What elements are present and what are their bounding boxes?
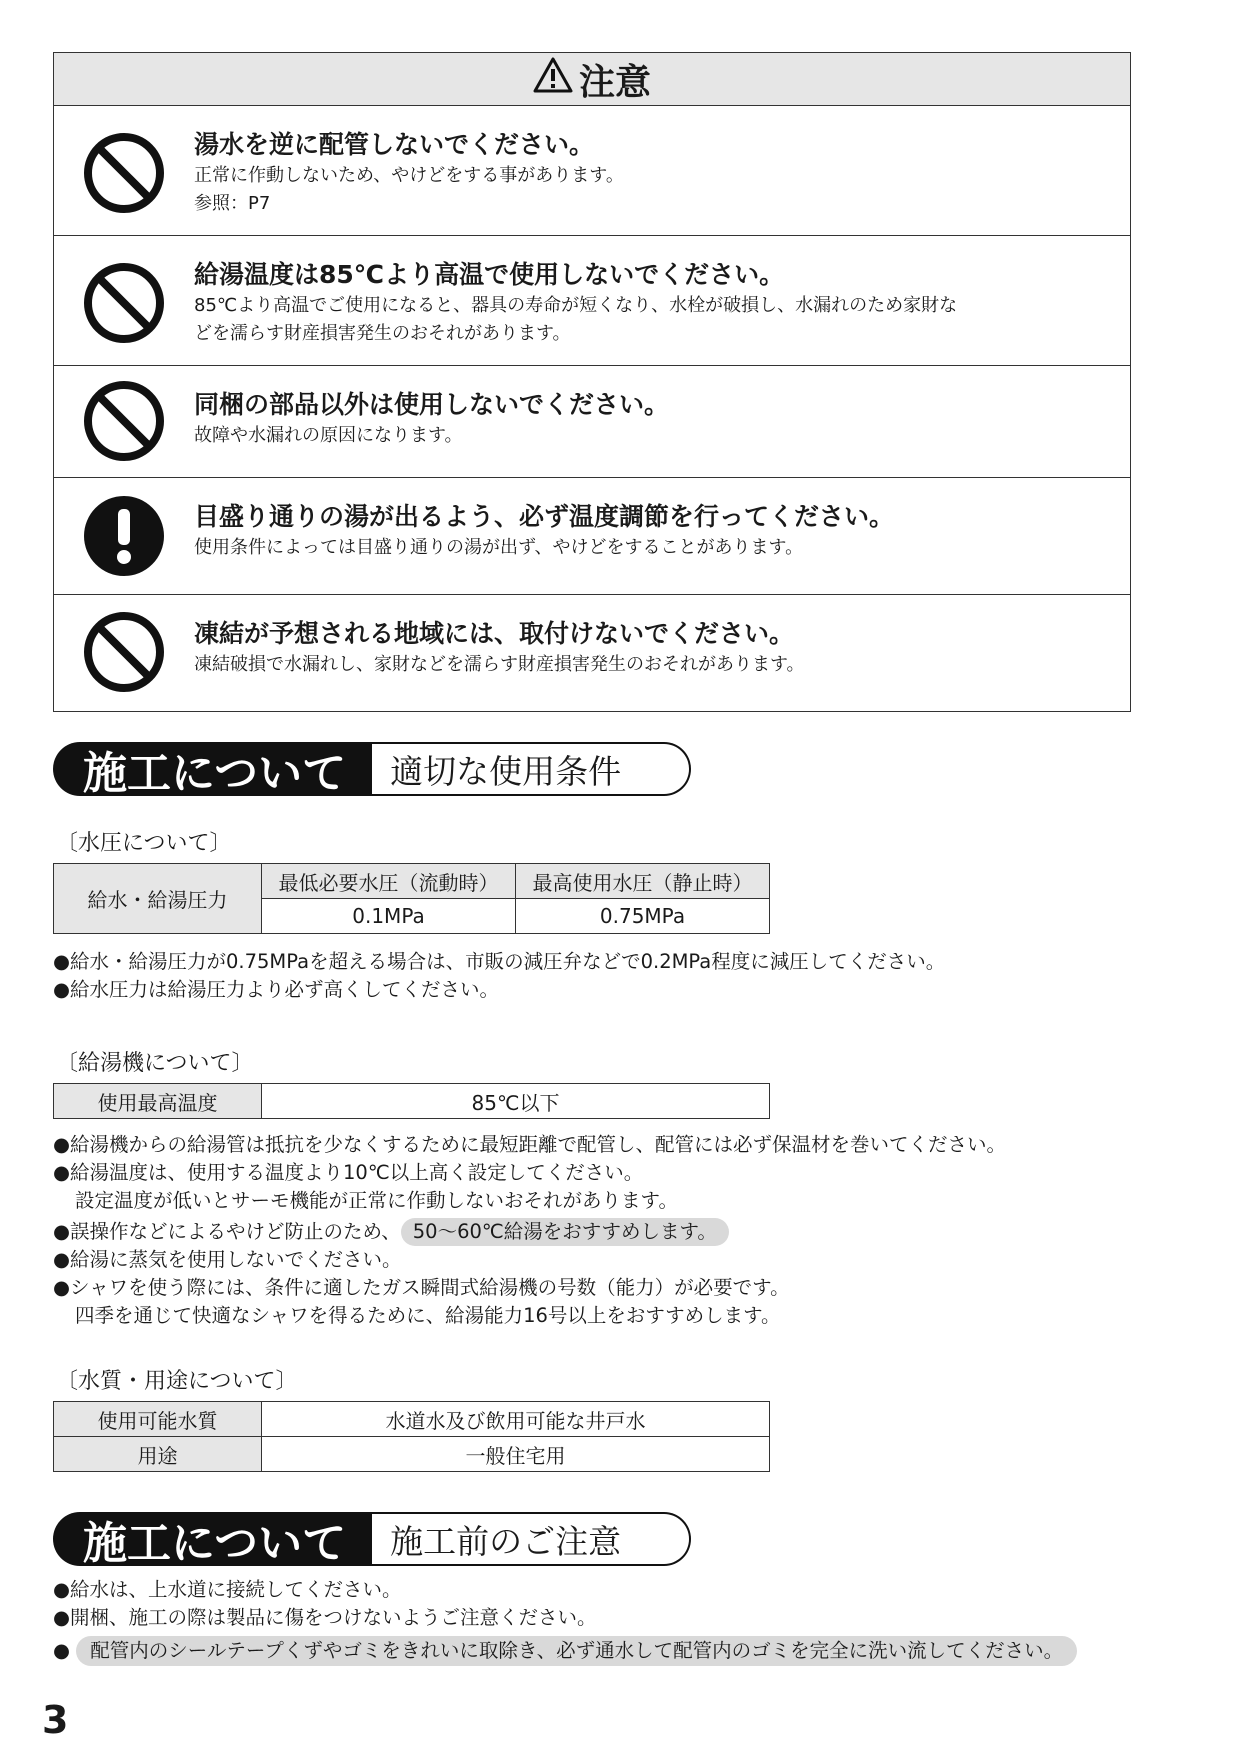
warning-triangle-icon <box>533 57 573 102</box>
heater-notes <box>53 1131 1006 1330</box>
mandatory-icon <box>54 478 194 577</box>
note-line <box>53 1636 1077 1666</box>
section-subtitle: 施工前のご注意 <box>372 1512 691 1566</box>
caution-body: 正常に作動しないため、やけどをする事があります。 <box>194 165 624 186</box>
highlight-pill: 50～60℃給湯をおすすめします。 <box>401 1218 729 1246</box>
note-bullet: ● <box>53 1639 71 1662</box>
caution-row <box>54 595 1130 711</box>
table-cell: 0.1MPa <box>262 899 516 934</box>
water-pressure-subhead: 〔水圧について〕 <box>56 831 232 856</box>
heater-subhead: 〔給湯機について〕 <box>56 1051 254 1076</box>
heater-table <box>53 1083 770 1119</box>
table-row-label: 給水・給湯圧力 <box>54 864 262 934</box>
prohibition-icon <box>54 366 194 462</box>
caution-body: 85℃より高温でご使用になると、器具の寿命が短くなり、水栓が破損し、水漏れのため家財な <box>194 295 958 316</box>
caution-body: どを濡らす財産損害発生のおそれがあります。 <box>194 323 571 344</box>
note-line: ●開梱、施工の際は製品に傷をつけないようご注意ください。 <box>53 1606 597 1629</box>
precaution-notes <box>53 1576 1077 1666</box>
page-number: 3 <box>42 1698 69 1742</box>
note-line: ●給水圧力は給湯圧力より必ず高くしてください。 <box>53 978 500 1001</box>
caution-body: 使用条件によっては目盛り通りの湯が出ず、やけどをすることがあります。 <box>194 537 804 558</box>
note-line: ●給湯に蒸気を使用しないでください。 <box>53 1248 402 1271</box>
caution-heading: 注意 <box>578 61 651 103</box>
quality-subhead: 〔水質・用途について〕 <box>56 1369 298 1394</box>
section-banner <box>53 742 691 799</box>
caution-row <box>54 478 1130 595</box>
caution-body: 参照：P7 <box>194 193 271 214</box>
caution-title: 目盛り通りの湯が出るよう、必ず温度調節を行ってください。 <box>194 502 895 531</box>
prohibition-icon <box>54 236 194 344</box>
prohibition-icon <box>54 595 194 693</box>
caution-title: 凍結が予想される地域には、取付けないでください。 <box>194 619 795 648</box>
note-line: 設定温度が低いとサーモ機能が正常に作動しないおそれがあります。 <box>75 1189 678 1212</box>
table-row-label: 用途 <box>54 1437 262 1472</box>
caution-body: 故障や水漏れの原因になります。 <box>194 425 463 446</box>
table-row-label: 使用可能水質 <box>54 1402 262 1437</box>
table-cell: 一般住宅用 <box>262 1437 770 1472</box>
caution-title: 給湯温度は85℃より高温で使用しないでください。 <box>194 260 785 289</box>
table-cell: 0.75MPa <box>516 899 770 934</box>
note-line: 四季を通じて快適なシャワを得るために、給湯能力16号以上をおすすめします。 <box>75 1304 781 1327</box>
note-line: ●給湯機からの給湯管は抵抗を少なくするために最短距離で配管し、配管には必ず保温材を巻いてください。 <box>53 1133 1007 1156</box>
table-cell: 水道水及び飲用可能な井戸水 <box>262 1402 770 1437</box>
table-row-label: 使用最高温度 <box>54 1084 262 1119</box>
water-pressure-notes <box>53 948 945 1004</box>
quality-table <box>53 1401 770 1472</box>
table-cell: 85℃以下 <box>262 1084 770 1119</box>
caution-row <box>54 236 1130 366</box>
section-title: 施工について <box>53 1512 372 1566</box>
note-line <box>53 1218 1006 1246</box>
table-header: 最低必要水圧（流動時） <box>262 864 516 899</box>
note-line: ●給湯温度は、使用する温度より10℃以上高く設定してください。 <box>53 1161 644 1184</box>
table-header: 最高使用水圧（静止時） <box>516 864 770 899</box>
caution-box <box>53 52 1131 712</box>
highlight-bar: 配管内のシールテープくずやゴミをきれいに取除き、必ず通水して配管内のゴミを完全に洗い流してください。 <box>76 1636 1077 1666</box>
section-banner <box>53 1512 691 1569</box>
caution-body: 凍結破損で水漏れし、家財などを濡らす財産損害発生のおそれがあります。 <box>194 654 805 675</box>
water-pressure-table <box>53 863 770 934</box>
caution-row <box>54 106 1130 236</box>
note-line: ●シャワを使う際には、条件に適したガス瞬間式給湯機の号数（能力）が必要です。 <box>53 1276 790 1299</box>
note-line: ●給水は、上水道に接続してください。 <box>53 1578 402 1601</box>
caution-header <box>54 53 1130 106</box>
section-title: 施工について <box>53 742 372 796</box>
caution-row <box>54 366 1130 478</box>
section-subtitle: 適切な使用条件 <box>372 742 691 796</box>
caution-title: 同梱の部品以外は使用しないでください。 <box>194 390 670 419</box>
note-text: ●誤操作などによるやけど防止のため、 <box>53 1220 401 1243</box>
prohibition-icon <box>54 106 194 214</box>
caution-title: 湯水を逆に配管しないでください。 <box>194 130 595 159</box>
note-line: ●給水・給湯圧力が0.75MPaを超える場合は、市販の減圧弁などで0.2MPa程度に減圧してください。 <box>53 950 946 973</box>
